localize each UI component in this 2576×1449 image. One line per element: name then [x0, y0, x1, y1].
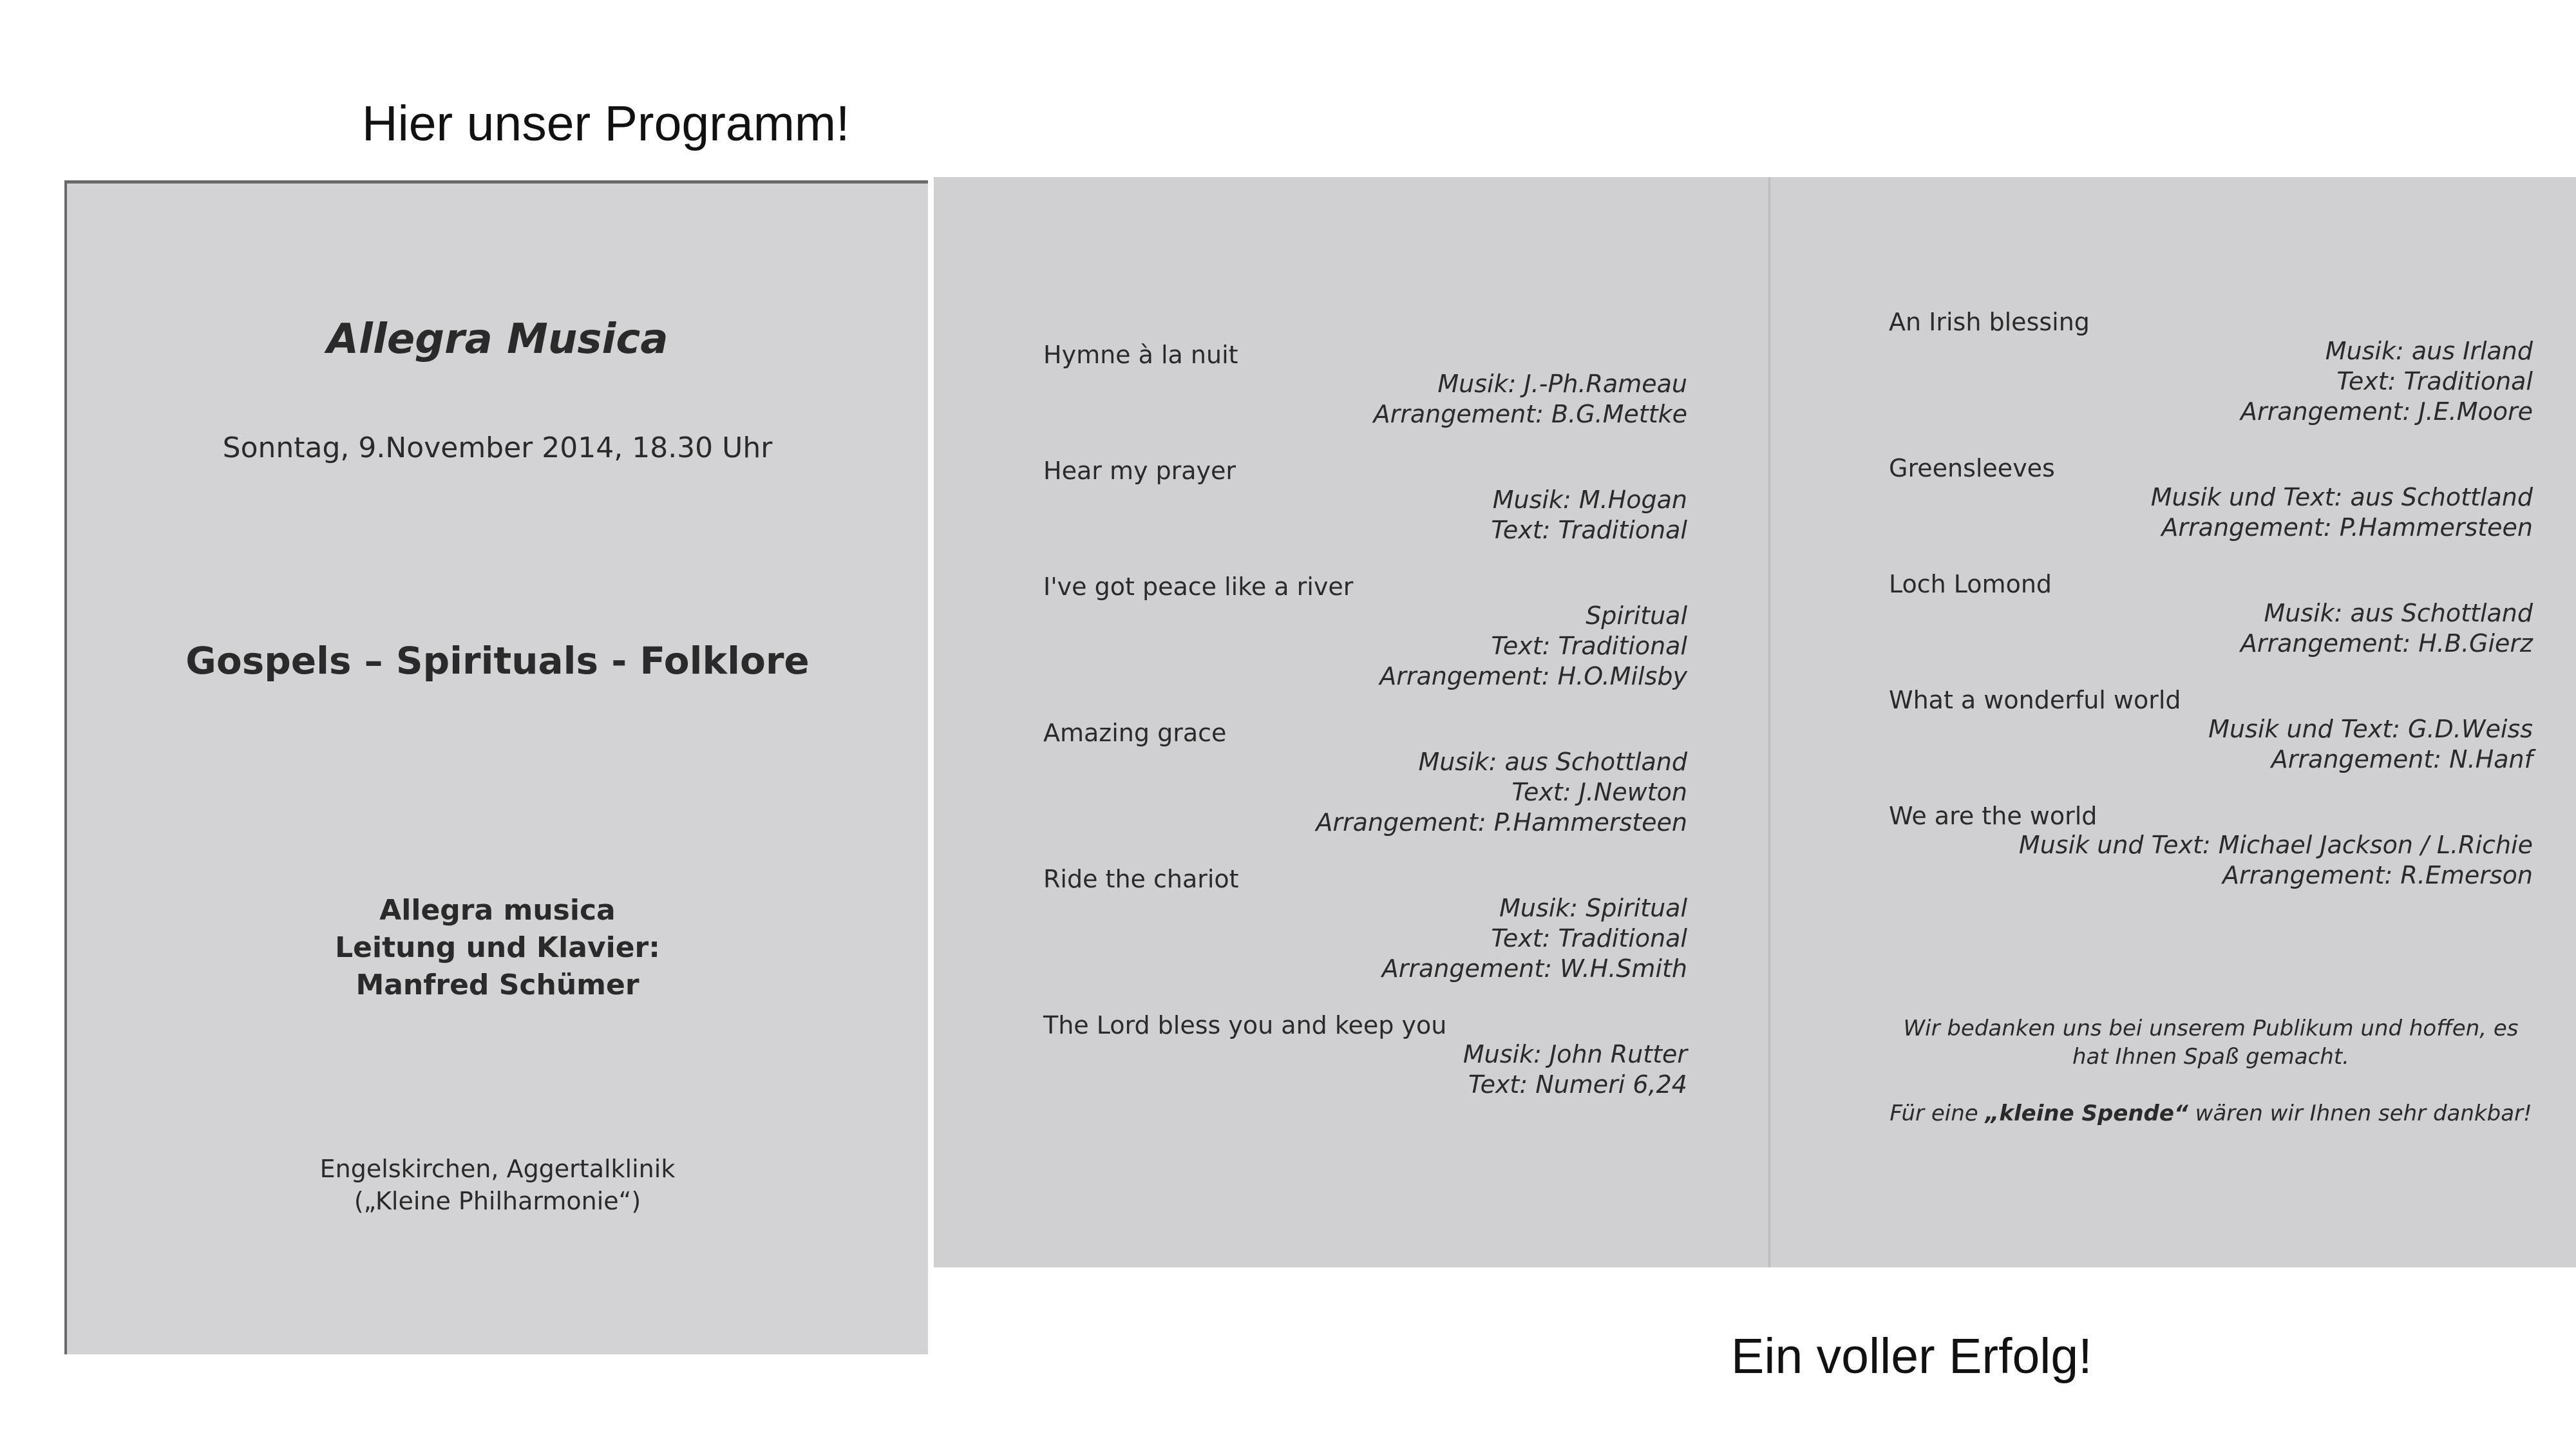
program-item [1043, 572, 1687, 692]
song-credit: Arrangement: R.Emerson [2222, 861, 2533, 889]
song-credit: Arrangement: W.H.Smith [1381, 954, 1687, 983]
song-title: What a wonderful world [1889, 686, 2181, 714]
song-credit: Arrangement: J.E.Moore [2240, 397, 2533, 426]
program-item [1043, 718, 1687, 838]
cover-venue-line: („Kleine Philharmonie“) [354, 1187, 641, 1215]
song-credit: Text: J.Newton [1511, 778, 1687, 806]
cover-credit-line: Allegra musica [379, 894, 616, 927]
song-credit: Text: Traditional [1491, 516, 1687, 544]
cover-subtitle: Gospels – Spirituals - Folklore [185, 639, 810, 683]
song-title: The Lord bless you and keep you [1043, 1011, 1447, 1039]
song-credit: Arrangement: H.B.Gierz [2240, 629, 2533, 658]
cover-credit-line: Leitung und Klavier: [335, 931, 660, 964]
song-credit: Arrangement: P.Hammersteen [1316, 808, 1687, 837]
song-credit: Text: Traditional [1491, 924, 1687, 952]
song-credit: Musik: aus Schottland [1418, 748, 1687, 776]
program-item [1043, 456, 1687, 545]
caption-bottom: Ein voller Erfolg! [1731, 1329, 2092, 1384]
song-title: I've got peace like a river [1043, 573, 1354, 601]
thanks-note: Wir bedanken uns bei unserem Publikum und hoffen, es hat Ihnen Spaß gemacht. [1903, 1016, 2519, 1070]
song-credit: Musik: aus Irland [2325, 337, 2533, 365]
song-credit: Text: Traditional [1491, 632, 1687, 660]
song-credit: Musik und Text: G.D.Weiss [2208, 715, 2533, 743]
program-item [1043, 1010, 1687, 1100]
cover-title: Allegra Musica [327, 316, 668, 363]
song-title: Greensleeves [1889, 454, 2055, 482]
donation-highlight: „kleine Spende“ [1985, 1101, 2188, 1126]
program-item [1889, 685, 2533, 775]
program-item [1889, 453, 2533, 543]
page-fold [1768, 177, 1772, 1267]
program-inner-sheet [934, 177, 2576, 1267]
song-credit: Musik: Spiritual [1499, 894, 1687, 922]
song-credit: Musik: John Rutter [1463, 1040, 1687, 1068]
song-credit: Musik und Text: Michael Jackson / L.Richie [2018, 831, 2533, 859]
song-credit: Musik: M.Hogan [1492, 486, 1687, 514]
cover-date: Sonntag, 9.November 2014, 18.30 Uhr [222, 431, 773, 464]
song-title: Ride the chariot [1043, 865, 1239, 893]
program-item [1043, 864, 1687, 984]
program-item [1889, 307, 2533, 427]
song-title: Loch Lomond [1889, 570, 2052, 598]
song-credit: Text: Numeri 6,24 [1468, 1070, 1687, 1099]
song-credit: Arrangement: N.Hanf [2271, 745, 2533, 773]
song-credit: Musik und Text: aus Schottland [2150, 483, 2533, 511]
song-credit: Musik: J.-Ph.Rameau [1437, 370, 1687, 398]
song-credit: Arrangement: B.G.Mettke [1373, 400, 1687, 428]
program-column-right [1889, 177, 2533, 917]
song-credit: Arrangement: P.Hammersteen [2161, 513, 2533, 542]
song-title: Hear my prayer [1043, 457, 1236, 485]
song-title: Hymne à la nuit [1043, 341, 1238, 369]
program-column-left [1043, 177, 1687, 1126]
song-title: We are the world [1889, 802, 2098, 830]
song-title: An Irish blessing [1889, 308, 2090, 336]
donation-text-end: wären wir Ihnen sehr dankbar! [2188, 1101, 2532, 1126]
song-credit: Spiritual [1586, 601, 1687, 630]
program-item [1043, 340, 1687, 430]
program-cover-sheet [64, 180, 928, 1354]
song-credit: Arrangement: H.O.Milsby [1379, 662, 1687, 690]
donation-text-start: Für eine [1889, 1101, 1985, 1126]
song-credit: Text: Traditional [2336, 367, 2533, 395]
song-credit: Musik: aus Schottland [2264, 599, 2533, 627]
song-title: Amazing grace [1043, 719, 1227, 747]
cover-credit-line: Manfred Schümer [355, 969, 639, 1001]
donation-note [1889, 1099, 2533, 1128]
cover-venue-line: Engelskirchen, Aggertalklinik [319, 1155, 676, 1183]
caption-top: Hier unser Programm! [362, 96, 850, 151]
program-item [1889, 801, 2533, 891]
program-item [1889, 569, 2533, 659]
